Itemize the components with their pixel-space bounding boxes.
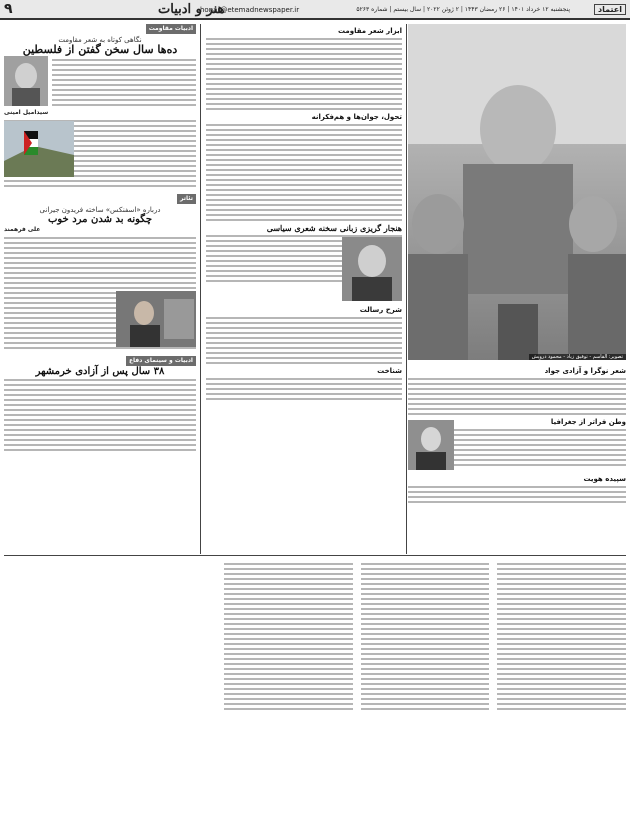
war-cinema-tag: ادبیات و سینمای دفاع: [126, 356, 196, 366]
right-subhead-3: سپیده هویت: [583, 475, 626, 483]
section-email[interactable]: honar@etemadnewspaper.ir: [200, 6, 300, 14]
middle-subhead-4: شناخت: [377, 367, 402, 375]
second-byline: علی فرهمند: [4, 226, 41, 233]
right-subhead-1: شعر نوگرا و آزادی جواد: [544, 367, 626, 375]
column-rule: [406, 24, 407, 554]
article-headline: ده‌ها سال سخن گفتن از فلسطین: [22, 43, 178, 56]
middle-subhead-1: ابزار شعر مقاومت: [338, 27, 402, 35]
bottom-poem-columns: [224, 560, 626, 816]
newspaper-logo: اعتماد: [594, 4, 626, 15]
poet-portrait: [342, 237, 402, 301]
third-headline: ۳۸ سال پس از آزادی خرمشهر: [35, 366, 165, 377]
middle-subhead-3: شرح رسالت: [359, 306, 402, 314]
middle-column: [206, 24, 402, 550]
poets-photo-image: [408, 24, 626, 360]
poets-photo: [408, 24, 626, 360]
masthead: [0, 0, 630, 20]
film-still-photo: [116, 291, 196, 347]
date-line: پنجشنبه ۱۲ خرداد ۱۴۰۱ | ۲۶ رمضان ۱۴۴۳ | ۲ ژوئن ۲۰۲۲ | سال بیستم | شماره ۵۲۶۳: [356, 6, 570, 13]
author-photo: [4, 56, 48, 106]
left-column: [4, 24, 196, 814]
second-kicker: درباره «اسفنکس» ساخته فریدون جیرانی: [39, 206, 161, 214]
theater-tag: تئاتر: [177, 194, 196, 204]
protest-photo: [4, 121, 74, 177]
second-headline: چگونه بد شدن مرد خوب: [47, 214, 153, 225]
article-kicker: نگاهی کوتاه به شعر مقاومت: [58, 36, 142, 44]
middle-subhead-2: تحول، جوان‌ها و هم‌فکرانه: [311, 113, 402, 121]
poet-thumbnail: [408, 420, 454, 470]
right-column: [408, 364, 626, 552]
section-title: هنر و ادبیات: [158, 2, 225, 17]
right-subhead-2: وطن فراتر از جغرافیا: [550, 418, 626, 426]
photo-caption: تصویر: القاسم - توفیق زیاد - محمود درویش: [529, 354, 626, 360]
page-number: ۹: [4, 1, 13, 17]
column-rule: [200, 24, 201, 554]
section-tag: ادبیات مقاومت: [146, 24, 196, 34]
author-byline: سیدامیل امینی: [4, 109, 49, 116]
middle-heading: هنجار گریزی زبانی سخنه شعری سیاسی: [266, 223, 402, 233]
